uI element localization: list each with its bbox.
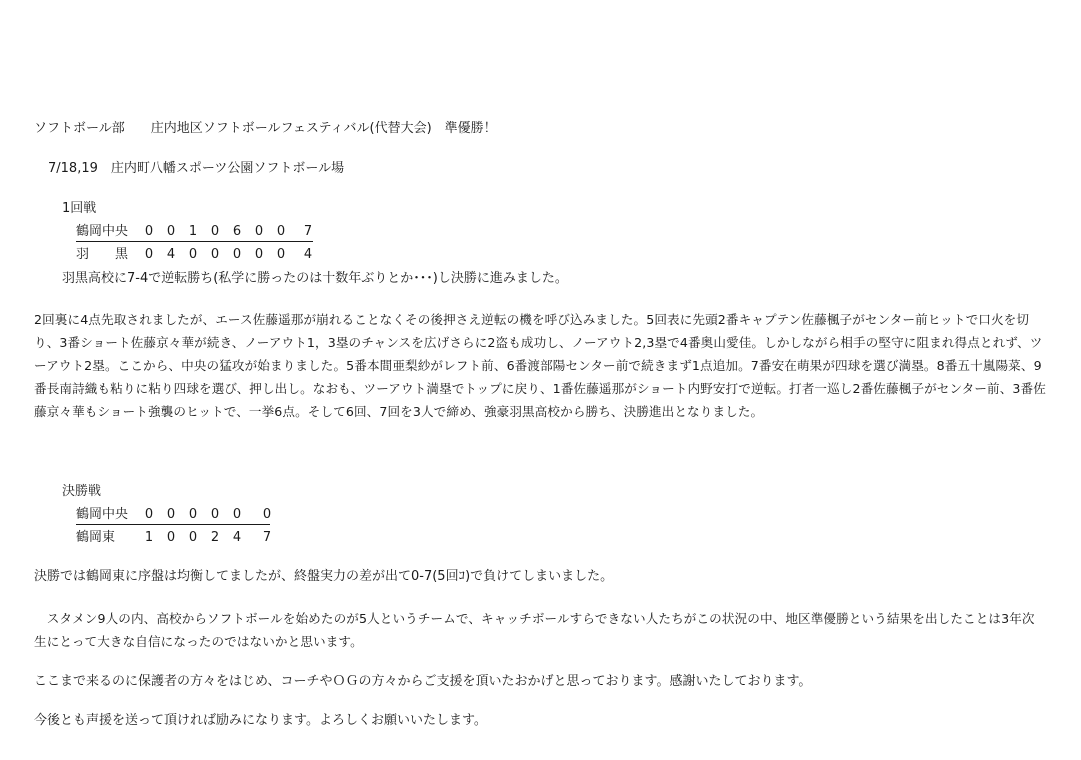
scoreboard-row-tsuruokahigashi — [76, 528, 270, 548]
team-name: 鶴岡中央 — [76, 507, 129, 522]
inning-score: 0 — [144, 507, 154, 522]
closing-paragraph-team: スタメン9人の内、高校からソフトボールを始めたのが5人というチームで、キャッチボールすらできない人たちがこの状況の中、地区準優勝という結果を出したことは3年次生にとって大きな自信になったのではないかと思います。 — [34, 611, 1035, 649]
inning-score: 1 — [188, 224, 198, 239]
closing-paragraph-thanks: ここまで来るのに保護者の方々をはじめ、コーチやＯＧの方々からご支援を頂いたおかげと思っております。感謝いたしております。 — [34, 674, 812, 689]
final-summary: 決勝では鶴岡東に序盤は均衡してましたが、終盤実力の差が出て0-7(5回ｺ)で負けてしまいました。 — [34, 569, 614, 584]
inning-score: 0 — [144, 247, 154, 262]
final-label: 決勝戦 — [62, 484, 102, 499]
inning-score: 0 — [166, 507, 176, 522]
inning-score: 0 — [276, 224, 286, 239]
team-name: 羽 黒 — [76, 247, 129, 262]
inning-score: 0 — [210, 224, 220, 239]
team-name: 鶴岡中央 — [76, 224, 129, 239]
inning-score: 0 — [276, 247, 286, 262]
inning-score: 2 — [210, 530, 220, 545]
inning-score: 0 — [166, 530, 176, 545]
inning-score: 0 — [144, 224, 154, 239]
inning-score: 6 — [232, 224, 242, 239]
inning-score: 4 — [166, 247, 176, 262]
inning-score: 0 — [166, 224, 176, 239]
total-score: 7 — [303, 224, 313, 239]
scoreboard-row-chuo — [76, 505, 270, 525]
scoreboard-row-chuo — [76, 222, 313, 242]
game1-label: 1回戦 — [62, 201, 97, 216]
article-title: ソフトボール部 庄内地区ソフトボールフェスティバル(代替大会) 準優勝！ — [34, 121, 497, 136]
inning-score: 0 — [188, 530, 198, 545]
inning-score: 0 — [210, 247, 220, 262]
inning-score: 0 — [254, 224, 264, 239]
inning-score: 1 — [144, 530, 154, 545]
scoreboard-row-haguro — [76, 245, 313, 265]
inning-score: 0 — [232, 247, 242, 262]
inning-score: 0 — [188, 247, 198, 262]
closing-paragraph-support: 今後とも声援を送って頂ければ励みになります。よろしくお願いいたします。 — [34, 713, 487, 728]
game1-summary: 羽黒高校に7-4で逆転勝ち(私学に勝ったのは十数年ぶりとか･･･)し決勝に進みました。 — [62, 271, 568, 286]
game-report-paragraph: 2回裏に4点先取されましたが、エース佐藤遥那が崩れることなくその後押さえ逆転の機を呼び込みました。5回表に先頭2番キャプテン佐藤楓子がセンター前ヒットで口火を切り、3番ショート佐藤京々華が続き、ノーアウト1，3塁のチャンスを広げさらに2盗も成功し、ノーアウト2,3塁で4番奥山愛佳。しかしながら相手の堅守に阻まれ得点とれず、ツーアウト2塁。ここから、中央の猛攻が始まりました。5番本間亜梨紗がレフト前、6番渡部陽センター前で続きまず1点追加。7番安在萌果が四球を選び満塁。8番五十嵐陽菜、9番長南詩織も粘りに粘り四球を選び、押し出し。なおも、ツーアウト満塁でトップに戻り、1番佐藤遥那がショート内野安打で逆転。打者一巡し2番佐藤楓子がセンター前、3番佐藤京々華もショート強襲のヒットで、一挙6点。そして6回、7回を3人で締め、強豪羽黒高校から勝ち、決勝進出となりました。 — [34, 312, 1046, 419]
inning-score: 4 — [232, 530, 242, 545]
total-score: 4 — [303, 247, 313, 262]
inning-score: 0 — [254, 247, 264, 262]
total-score: 0 — [262, 507, 272, 522]
inning-score: 0 — [210, 507, 220, 522]
inning-score: 0 — [232, 507, 242, 522]
team-name: 鶴岡東 — [76, 530, 116, 545]
inning-score: 0 — [188, 507, 198, 522]
total-score: 7 — [262, 530, 272, 545]
date-venue: 7/18,19 庄内町八幡スポーツ公園ソフトボール場 — [48, 161, 345, 176]
